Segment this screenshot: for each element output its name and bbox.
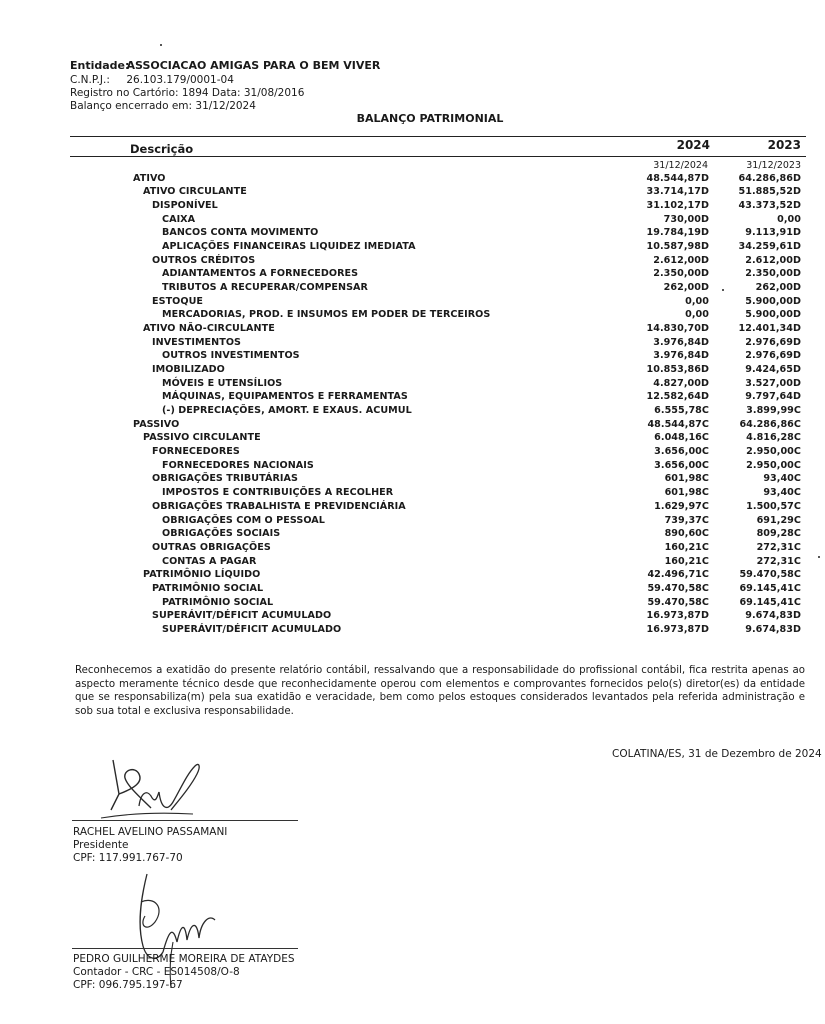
row-description: ATIVO CIRCULANTE	[143, 186, 247, 198]
row-value-2023: 64.286,86C	[739, 418, 801, 430]
column-header-2023: 2023	[767, 138, 801, 152]
signature-1-line	[72, 820, 298, 821]
row-value-2023: 9.674,83D	[745, 623, 801, 635]
row-value-2024: 0,00	[685, 309, 709, 321]
row-description: PATRIMÔNIO LÍQUIDO	[143, 569, 261, 581]
registry-line: Registro no Cartório: 1894 Data: 31/08/2016	[70, 87, 305, 99]
table-row	[0, 350, 825, 364]
table-row	[0, 309, 825, 323]
row-description: OBRIGAÇÕES SOCIAIS	[162, 528, 281, 540]
row-description: MÁQUINAS, EQUIPAMENTOS E FERRAMENTAS	[162, 391, 408, 403]
signatory-2-name: PEDRO GUILHERME MOREIRA DE ATAYDES	[73, 953, 295, 965]
table-row	[0, 460, 825, 474]
table-row	[0, 337, 825, 351]
table-row	[0, 282, 825, 296]
table-row	[0, 296, 825, 310]
row-description: INVESTIMENTOS	[152, 336, 241, 348]
column-header-description: Descrição	[130, 142, 194, 156]
row-description: ESTOQUE	[152, 295, 204, 307]
row-description: OUTROS INVESTIMENTOS	[162, 350, 300, 362]
row-value-2024: 2.350,00D	[653, 268, 709, 280]
row-value-2024: 48.544,87C	[647, 418, 709, 430]
table-row	[0, 473, 825, 487]
column-date-2024: 31/12/2024	[653, 160, 708, 171]
row-description: MERCADORIAS, PROD. E INSUMOS EM PODER DE TERCEIROS	[162, 309, 491, 321]
column-header-2024: 2024	[676, 138, 710, 152]
row-value-2023: 272,31C	[756, 555, 801, 567]
row-value-2024: 0,00	[685, 295, 709, 307]
table-row	[0, 610, 825, 624]
row-value-2023: 272,31C	[756, 541, 801, 553]
row-value-2024: 160,21C	[664, 541, 709, 553]
row-value-2024: 3.656,00C	[654, 446, 709, 458]
row-description: OUTROS CRÉDITOS	[152, 254, 256, 266]
table-top-rule	[70, 136, 806, 137]
row-value-2024: 16.973,87D	[646, 623, 709, 635]
table-row	[0, 214, 825, 228]
row-value-2023: 262,00D	[755, 281, 801, 293]
row-value-2024: 31.102,17D	[646, 199, 709, 211]
signature-2-line	[72, 948, 298, 949]
document-title: BALANÇO PATRIMONIAL	[356, 112, 504, 125]
row-value-2024: 59.470,58C	[647, 596, 709, 608]
table-row	[0, 432, 825, 446]
table-row	[0, 556, 825, 570]
row-value-2024: 42.496,71C	[647, 569, 709, 581]
row-description: FORNECEDORES	[152, 446, 240, 458]
row-value-2023: 9.113,91D	[745, 227, 801, 239]
row-value-2023: 3.899,99C	[746, 405, 801, 417]
entity-line	[70, 60, 380, 72]
table-row	[0, 391, 825, 405]
row-value-2024: 19.784,19D	[646, 227, 709, 239]
table-row	[0, 255, 825, 269]
signatory-2-cpf: CPF: 096.795.197-67	[73, 979, 183, 991]
table-row	[0, 528, 825, 542]
table-row	[0, 323, 825, 337]
row-value-2023: 2.350,00D	[745, 268, 801, 280]
row-description: OBRIGAÇÕES TRIBUTÁRIAS	[152, 473, 298, 485]
scan-speck	[818, 556, 820, 558]
table-row	[0, 186, 825, 200]
row-value-2023: 9.797,64D	[745, 391, 801, 403]
row-value-2024: 16.973,87D	[646, 610, 709, 622]
table-row	[0, 378, 825, 392]
row-value-2024: 601,98C	[664, 473, 709, 485]
row-description: OBRIGAÇÕES COM O PESSOAL	[162, 514, 325, 526]
row-value-2024: 160,21C	[664, 555, 709, 567]
row-value-2024: 4.827,00D	[653, 377, 709, 389]
row-value-2023: 3.527,00D	[745, 377, 801, 389]
row-value-2023: 93,40C	[763, 487, 801, 499]
row-description: CONTAS A PAGAR	[162, 555, 257, 567]
cnpj-label: C.N.P.J.:	[70, 74, 110, 86]
row-description: SUPERÁVIT/DÉFICIT ACUMULADO	[162, 623, 342, 635]
row-value-2023: 9.674,83D	[745, 610, 801, 622]
row-value-2023: 2.950,00C	[746, 459, 801, 471]
row-value-2023: 2.976,69D	[745, 350, 801, 362]
row-value-2023: 34.259,61D	[738, 240, 801, 252]
row-value-2024: 3.976,84D	[653, 336, 709, 348]
row-value-2023: 2.612,00D	[745, 254, 801, 266]
row-value-2023: 691,29C	[756, 514, 801, 526]
table-row	[0, 515, 825, 529]
row-description: ATIVO	[133, 172, 166, 184]
row-value-2024: 10.587,98D	[646, 240, 709, 252]
table-row	[0, 364, 825, 378]
scan-speck	[722, 289, 724, 291]
row-value-2024: 33.714,17D	[646, 186, 709, 198]
row-description: APLICAÇÕES FINANCEIRAS LIQUIDEZ IMEDIATA	[162, 240, 416, 252]
column-date-2023: 31/12/2023	[746, 160, 801, 171]
place-and-date: COLATINA/ES, 31 de Dezembro de 2024	[612, 748, 822, 760]
row-value-2023: 1.500,57C	[746, 500, 801, 512]
signatory-1-cpf: CPF: 117.991.767-70	[73, 852, 183, 864]
row-description: PATRIMÔNIO SOCIAL	[162, 596, 274, 608]
row-value-2023: 69.145,41C	[739, 582, 801, 594]
row-value-2023: 93,40C	[763, 473, 801, 485]
row-value-2024: 48.544,87D	[646, 172, 709, 184]
row-description: (-) DEPRECIAÇÕES, AMORT. E EXAUS. ACUMUL	[162, 405, 412, 417]
row-value-2024: 6.048,16C	[654, 432, 709, 444]
row-value-2023: 51.885,52D	[738, 186, 801, 198]
row-description: PATRIMÔNIO SOCIAL	[152, 582, 264, 594]
row-description: IMPOSTOS E CONTRIBUIÇÕES A RECOLHER	[162, 487, 394, 499]
table-header-rule	[70, 156, 806, 157]
row-value-2023: 69.145,41C	[739, 596, 801, 608]
row-value-2024: 6.555,78C	[654, 405, 709, 417]
row-description: OBRIGAÇÕES TRABALHISTA E PREVIDENCIÁRIA	[152, 500, 406, 512]
signatory-1-role: Presidente	[73, 839, 129, 851]
row-value-2023: 5.900,00D	[745, 309, 801, 321]
table-row	[0, 597, 825, 611]
table-row	[0, 241, 825, 255]
table-row	[0, 569, 825, 583]
row-description: DISPONÍVEL	[152, 199, 218, 211]
row-value-2024: 262,00D	[663, 281, 709, 293]
row-value-2023: 2.976,69D	[745, 336, 801, 348]
row-value-2023: 4.816,28C	[746, 432, 801, 444]
row-value-2023: 9.424,65D	[745, 364, 801, 376]
row-value-2024: 12.582,64D	[646, 391, 709, 403]
row-value-2023: 2.950,00C	[746, 446, 801, 458]
cnpj-line	[70, 75, 234, 87]
row-description: ATIVO NÃO-CIRCULANTE	[143, 322, 275, 334]
cnpj-value: 26.103.179/0001-04	[126, 74, 234, 86]
row-value-2024: 730,00D	[663, 213, 709, 225]
row-value-2024: 2.612,00D	[653, 254, 709, 266]
table-row	[0, 446, 825, 460]
table-row	[0, 227, 825, 241]
signature-1-image	[95, 752, 205, 827]
row-value-2023: 59.470,58C	[739, 569, 801, 581]
row-description: PASSIVO	[133, 418, 180, 430]
table-row	[0, 624, 825, 638]
row-description: FORNECEDORES NACIONAIS	[162, 459, 314, 471]
row-value-2024: 739,37C	[664, 514, 709, 526]
table-row	[0, 501, 825, 515]
row-description: CAIXA	[162, 213, 196, 225]
row-description: ADIANTAMENTOS A FORNECEDORES	[162, 268, 359, 280]
table-row	[0, 487, 825, 501]
row-value-2024: 10.853,86D	[646, 364, 709, 376]
row-value-2023: 43.373,52D	[738, 199, 801, 211]
entity-name: ASSOCIACAO AMIGAS PARA O BEM VIVER	[126, 59, 381, 72]
row-value-2023: 0,00	[777, 213, 801, 225]
row-value-2024: 59.470,58C	[647, 582, 709, 594]
row-value-2023: 5.900,00D	[745, 295, 801, 307]
table-row	[0, 173, 825, 187]
table-row	[0, 419, 825, 433]
row-value-2024: 601,98C	[664, 487, 709, 499]
signatory-1-name: RACHEL AVELINO PASSAMANI	[73, 826, 228, 838]
table-row	[0, 583, 825, 597]
row-description: PASSIVO CIRCULANTE	[143, 432, 261, 444]
signatory-2-role: Contador - CRC - ES014508/O-8	[73, 966, 240, 978]
entity-label: Entidade:	[70, 59, 130, 72]
row-value-2024: 3.976,84D	[653, 350, 709, 362]
row-value-2023: 809,28C	[756, 528, 801, 540]
row-value-2024: 14.830,70D	[646, 322, 709, 334]
row-value-2023: 64.286,86D	[738, 172, 801, 184]
closing-date-line: Balanço encerrado em: 31/12/2024	[70, 100, 256, 112]
row-description: SUPERÁVIT/DÉFICIT ACUMULADO	[152, 610, 332, 622]
row-value-2024: 3.656,00C	[654, 459, 709, 471]
table-row	[0, 542, 825, 556]
row-value-2023: 12.401,34D	[738, 322, 801, 334]
row-value-2024: 890,60C	[664, 528, 709, 540]
row-description: IMOBILIZADO	[152, 364, 225, 376]
row-description: OUTRAS OBRIGAÇÕES	[152, 541, 271, 553]
disclaimer-paragraph: Reconhecemos a exatidão do presente relatório contábil, ressalvando que a responsabilidade do profissional contábil, fica restrita apenas ao aspecto meramente técnico desde que reconhecidamente operou com elementos e comprovantes fornecidos pelo(s) diretor(es) da entidade que se responsabiliza(m) pela sua exatidão e veracidade, bem como pelos estoques considerados levantados pela referida administração e sob sua total e exclusiva responsabilidade.	[75, 665, 805, 717]
row-description: MÓVEIS E UTENSÍLIOS	[162, 377, 283, 389]
row-description: BANCOS CONTA MOVIMENTO	[162, 227, 319, 239]
table-row	[0, 405, 825, 419]
table-row	[0, 200, 825, 214]
row-value-2024: 1.629,97C	[654, 500, 709, 512]
scan-speck	[160, 44, 162, 46]
row-description: TRIBUTOS A RECUPERAR/COMPENSAR	[162, 281, 368, 293]
table-row	[0, 268, 825, 282]
